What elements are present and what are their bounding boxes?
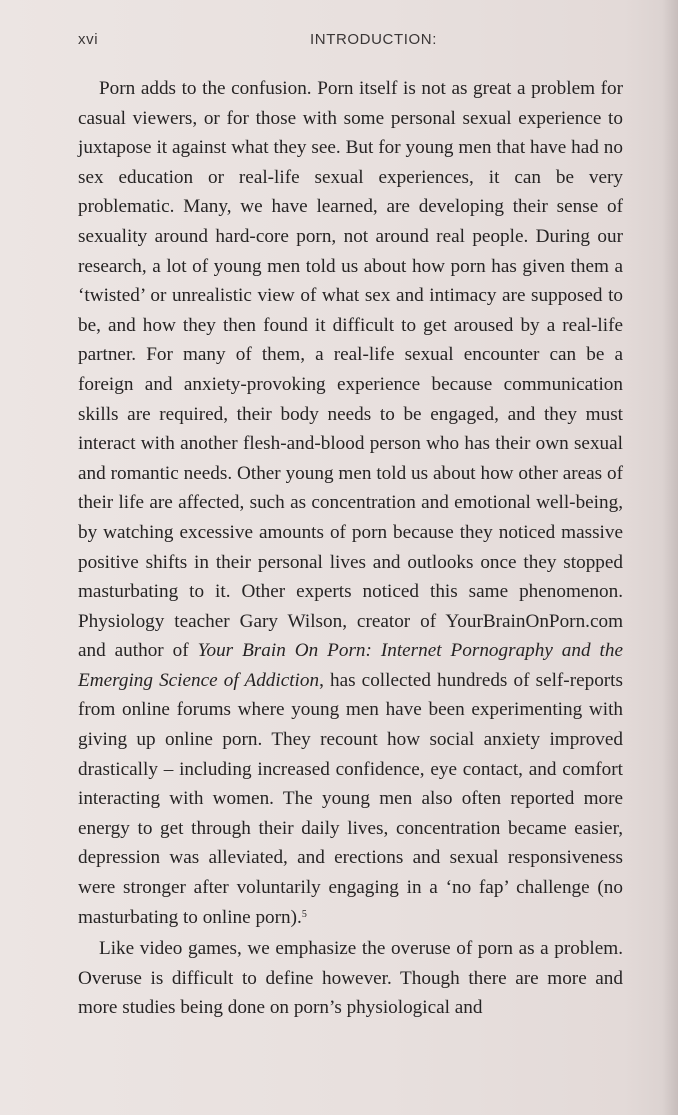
page-number: xvi — [78, 31, 99, 48]
paragraph-1 — [78, 74, 623, 932]
running-head — [78, 31, 623, 55]
paragraph-1-text-b: , has collected hundreds of self-reports from online forums where young men have been experimenting with giving up online porn. They recount how social anxiety improved drastically – including increased confidence, eye contact, and comfort interacting with women. The young men also often reported more energy to get through their daily lives, concentration became easier, depression was alleviated, and erections and sexual responsiveness were stronger after voluntarily engaging in a ‘no fap’ challenge (no masturbating to online porn). — [78, 669, 623, 928]
paragraph-2: Like video games, we emphasize the overuse of porn as a problem. Overuse is difficult to define however. Though there are more and more studies being done on porn’s physiological and — [78, 938, 623, 1019]
footnote-marker: 5 — [301, 908, 307, 920]
body-text — [78, 74, 623, 1023]
page-edge-shadow — [662, 0, 678, 1115]
section-title: INTRODUCTION: — [310, 31, 437, 48]
book-title: Your Brain On Porn: Internet Pornography and the Emerging Science of Addiction — [78, 640, 623, 691]
paragraph-1-text-a: Porn adds to the confusion. Porn itself is not as great a problem for casual viewers, or for those with some personal sexual experience to juxtapose it against what they see. But for young men that have had no sex education or real-life sexual experiences, it can be very problematic. Many, we have learned, are developing their sense of sexuality around hard-core porn, not around real people. During our research, a lot of young men told us about how porn has given them a ‘twisted’ or unrealistic view of what sex and intimacy are supposed to be, and how they then found it difficult to get aroused by a real-life partner. For many of them, a real-life sexual encounter can be a foreign and anxiety-provoking experience because communication skills are required, their body needs to be engaged, and they must interact with another flesh-and-blood person who has their own sexual and romantic needs. Other young men told us about how other areas of their life are affected, such as concentration and emotional well-being, by watching excessive amounts of porn because they noticed massive positive shifts in their personal lives and outlooks once they stopped masturbating to it. Other experts noticed this same phenomenon. Physiology teacher Gary Wilson, creator of YourBrainOnPorn.com and author of — [78, 78, 623, 662]
